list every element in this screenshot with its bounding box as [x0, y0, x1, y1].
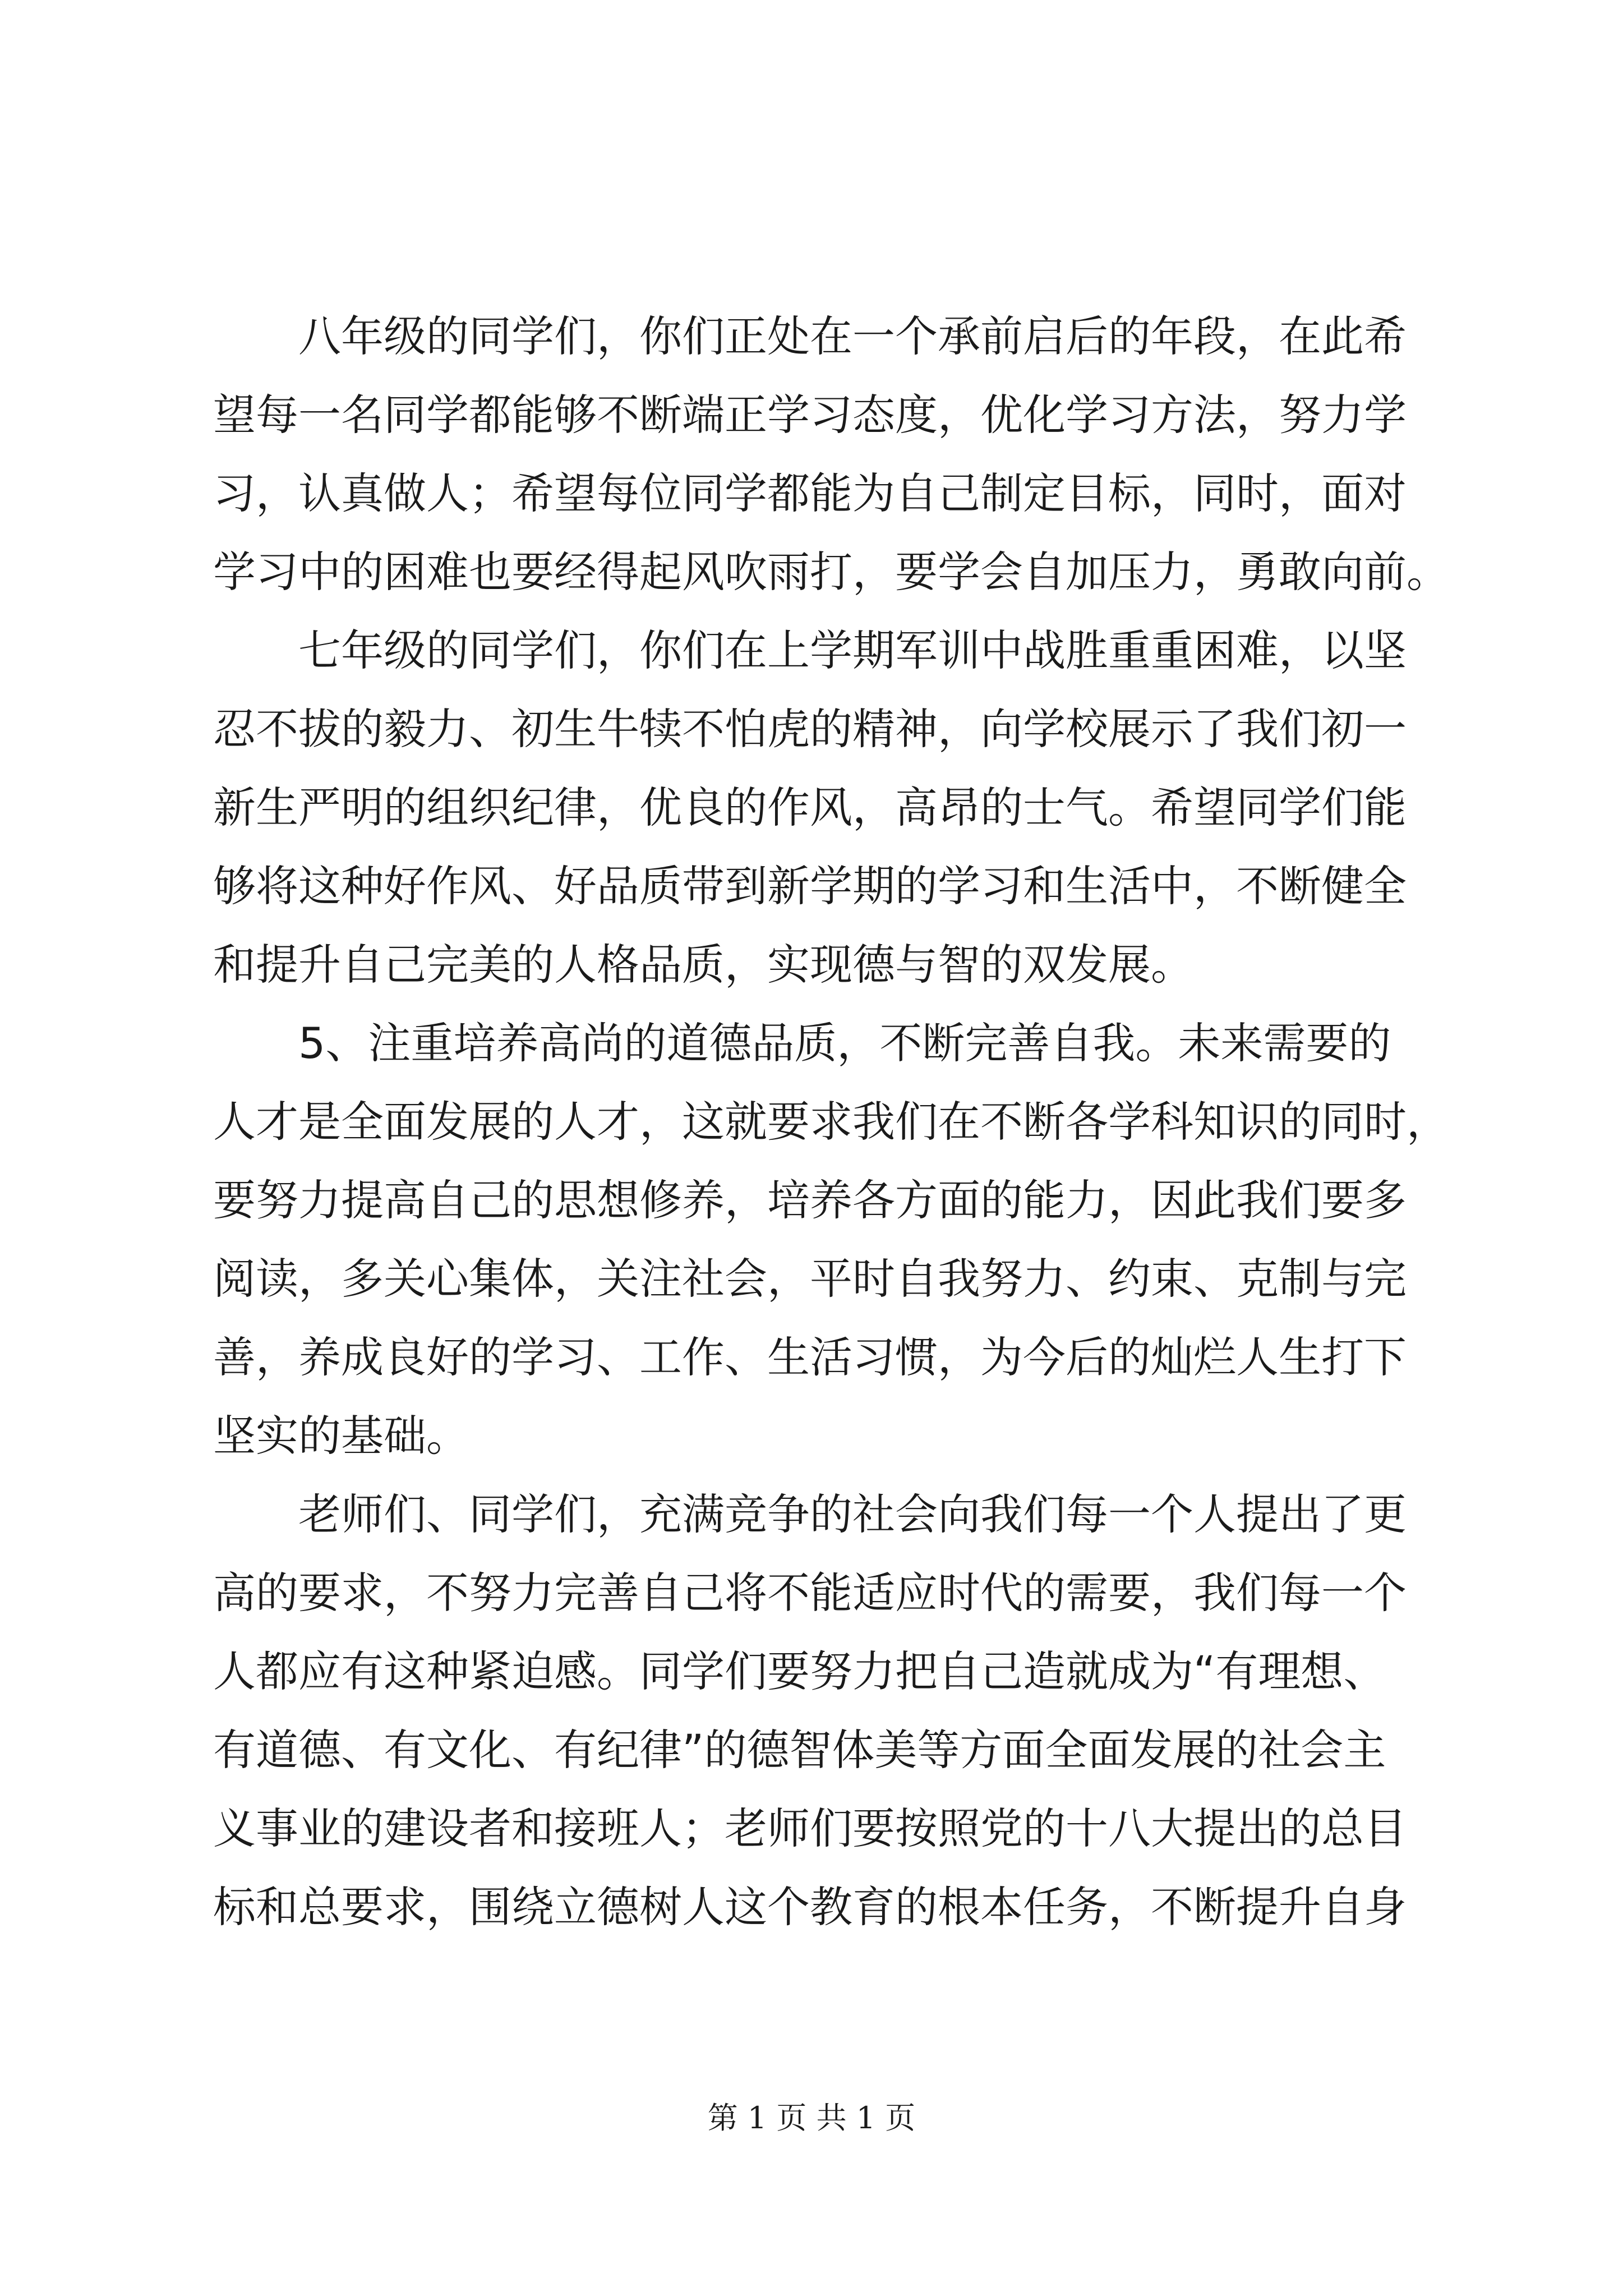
line-text: 新生严明的组织纪律，优良的作风，高昂的士气。希望同学们能 [213, 783, 1407, 832]
paragraph-line [0, 303, 1623, 370]
line-text: 七年级的同学们，你们在上学期军训中战胜重重困难，以坚 [298, 625, 1407, 675]
paragraph-line [0, 381, 1623, 449]
paragraph-line [0, 617, 1623, 684]
paragraph-line [0, 853, 1623, 920]
line-text: 要努力提高自己的思想修养，培养各方面的能力，因此我们要多 [213, 1175, 1407, 1225]
line-text: 坚实的基础。 [213, 1411, 469, 1461]
line-text: 忍不拔的毅力、初生牛犊不怕虎的精神，向学校展示了我们初一 [213, 704, 1407, 754]
paragraph-line [0, 1088, 1623, 1156]
paragraph-line [0, 1795, 1623, 1862]
line-text: 有道德、有文化、有纪律”的德智体美等方面全面发展的社会主 [213, 1725, 1386, 1775]
paragraph-line [0, 931, 1623, 999]
paragraph-line [0, 1559, 1623, 1627]
line-text: 习，认真做人；希望每位同学都能为自己制定目标，同时，面对 [213, 468, 1407, 518]
line-text: 老师们、同学们，充满竞争的社会向我们每一个人提出了更 [298, 1489, 1407, 1539]
paragraph-line [0, 1717, 1623, 1784]
paragraph-line [0, 1638, 1623, 1705]
paragraph-line [0, 696, 1623, 763]
line-text: 八年级的同学们，你们正处在一个承前启后的年段，在此希 [298, 311, 1407, 361]
paragraph-line [0, 774, 1623, 841]
line-text: 善，养成良好的学习、工作、生活习惯，为今后的灿烂人生打下 [213, 1332, 1407, 1382]
line-text: 高的要求，不努力完善自己将不能适应时代的需要，我们每一个 [213, 1568, 1407, 1618]
paragraph-line [0, 1402, 1623, 1470]
line-text: 人都应有这种紧迫感。同学们要努力把自己造就成为“有理想、 [213, 1646, 1386, 1696]
paragraph-line [0, 460, 1623, 527]
line-text: 义事业的建设者和接班人；老师们要按照党的十八大提出的总目 [213, 1803, 1407, 1853]
paragraph-line [0, 539, 1623, 606]
page-footer: 第 1 页 共 1 页 [707, 2100, 916, 2136]
line-text: 够将这种好作风、好品质带到新学期的学习和生活中，不断健全 [213, 861, 1407, 911]
line-text: 阅读，多关心集体，关注社会，平时自我努力、约束、克制与完 [213, 1254, 1407, 1304]
paragraph-line [0, 1167, 1623, 1234]
line-text: 和提升自己完美的人格品质，实现德与智的双发展。 [213, 940, 1193, 990]
line-text: 望每一名同学都能够不断端正学习态度，优化学习方法，努力学 [213, 390, 1407, 440]
line-text: 5、注重培养高尚的道德品质，不断完善自我。未来需要的 [298, 1018, 1391, 1068]
paragraph-line [0, 1245, 1623, 1313]
paragraph-line [0, 1481, 1623, 1548]
line-text: 标和总要求，围绕立德树人这个教育的根本任务，不断提升自身 [213, 1882, 1407, 1932]
paragraph-line [0, 1324, 1623, 1391]
paragraph-line [0, 1010, 1623, 1077]
paragraph-line [0, 1874, 1623, 1941]
line-text: 人才是全面发展的人才，这就要求我们在不断各学科知识的同时， [213, 1097, 1449, 1147]
line-text: 学习中的困难也要经得起风吹雨打，要学会自加压力，勇敢向前。 [213, 547, 1449, 597]
